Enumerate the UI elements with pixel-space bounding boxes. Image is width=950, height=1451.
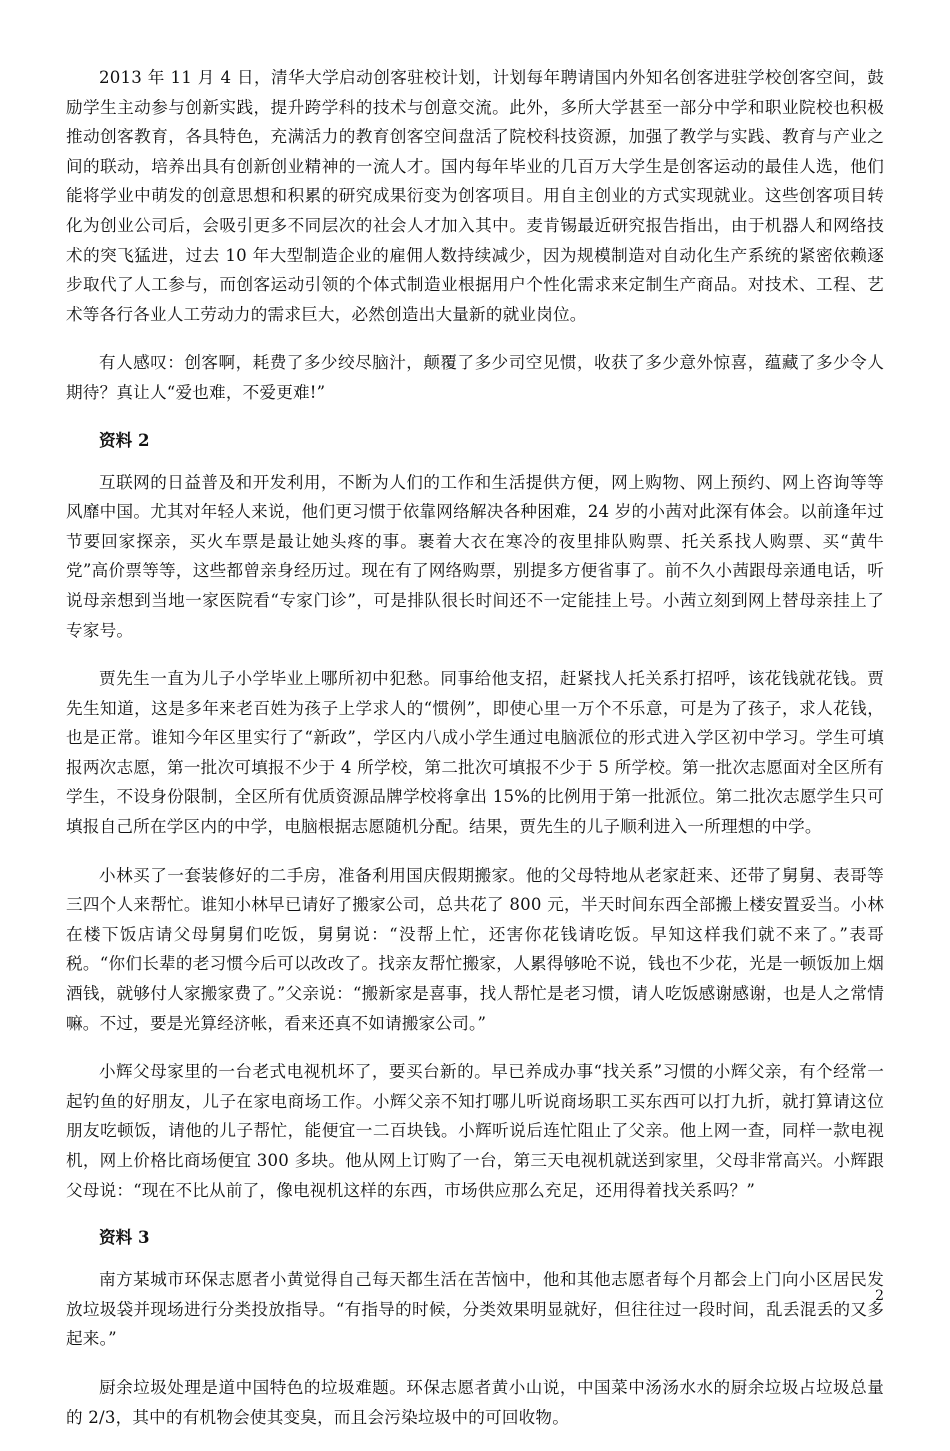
- paragraph-online-ticketing: 互联网的日益普及和开发利用，不断为人们的工作和生活提供方便，网上购物、网上预约、网上咨询等等风靡中国。尤其对年轻人来说，他们更习惯于依靠网络解决各种困难，24 岁的小茜对此深有体会。以前逢年过节要回家探亲，买火车票是最让她头疼的事。裹着大衣在寒冷的夜里排队购票、托关系找人购票、买“黄牛党”高价票等等，这些都曾亲身经历过。现在有了网络购票，别提多方便省事了。前不久小茜跟母亲通电话，听说母亲想到当地一家医院看“专家门诊”，可是排队很长时间还不一定能挂上号。小茜立刻到网上替母亲挂上了专家号。: [66, 472, 884, 640]
- paragraph-moving-company: 小林买了一套装修好的二手房，准备利用国庆假期搬家。他的父母特地从老家赶来、还带了舅舅、表哥等三四个人来帮忙。谁知小林早已请好了搬家公司，总共花了 800 元，半天时间东西全部搬上楼安置妥当。小林在楼下饭店请父母舅舅们吃饭，舅舅说：“没帮上忙，还害你花钱请吃饭。早知这样我们就不来了。”表哥税。“你们长辈的老习惯今后可以改改了。找亲友帮忙搬家，人累得够呛不说，钱也不少花，光是一顿饭加上烟酒钱，就够付人家搬家费了。”父亲说：“搬新家是喜事，找人帮忙是老习惯，请人吃饭感谢感谢，也是人之常情嘛。不过，要是光算经济帐，看来还真不如请搬家公司。”: [66, 865, 884, 1033]
- paragraph-tv-purchase: 小辉父母家里的一台老式电视机坏了，要买台新的。早已养成办事“找关系”习惯的小辉父亲，有个经常一起钓鱼的好朋友，儿子在家电商场工作。小辉父亲不知打哪儿听说商场职工买东西可以打九折，就打算请这位朋友吃顿饭，请他的儿子帮忙，能便宜一二百块钱。小辉听说后连忙阻止了父亲。他上网一查，同样一款电视机，网上价格比商场便宜 300 多块。他从网上订购了一台，第三天电视机就送到家里，父母非常高兴。小辉跟父母说：“现在不比从前了，像电视机这样的东西，市场供应那么充足，还用得着找关系吗？”: [66, 1062, 884, 1200]
- paragraph-kitchen-waste: 厨余垃圾处理是道中国特色的垃圾难题。环保志愿者黄小山说，中国菜中汤汤水水的厨余垃圾占垃圾总量的 2/3，其中的有机物会使其变臭，而且会污染垃圾中的可回收物。: [66, 1377, 884, 1427]
- page-number: 2: [875, 1288, 884, 1304]
- paragraph-garbage-volunteer: 南方某城市环保志愿者小黄觉得自己每天都生活在苦恼中，他和其他志愿者每个月都会上门向小区居民发放垃圾袋并现场进行分类投放指导。“有指导的时候，分类效果明显就好，但往往过一段时间，乱丢混丢的又多起来。”: [66, 1270, 884, 1349]
- paragraph-maker-program: 2013 年 11 月 4 日，清华大学启动创客驻校计划，计划每年聘请国内外知名创客进驻学校创客空间，鼓励学生主动参与创新实践，提升跨学科的技术与创意交流。此外，多所大学甚至一部分中学和职业院校也积极推动创客教育，各具特色，充满活力的教育创客空间盘活了院校科技资源，加强了教学与实践、教育与产业之间的联动，培养出具有创新创业精神的一流人才。国内每年毕业的几百万大学生是创客运动的最佳人选，他们能将学业中萌发的创意思想和积累的研究成果衍变为创客项目。用自主创业的方式实现就业。这些创客项目转化为创业公司后，会吸引更多不同层次的社会人才加入其中。麦肯锡最近研究报告指出，由于机器人和网络技术的突飞猛进，过去 10 年大型制造企业的雇佣人数持续减少，因为规模制造对自动化生产系统的紧密依赖逐步取代了人工参与，而创客运动引领的个体式制造业根据用户个性化需求来定制生产商品。对技术、工程、艺术等各行各业人工劳动力的需求巨大，必然创造出大量新的就业岗位。: [66, 68, 884, 324]
- document-body: [66, 63, 884, 1451]
- paragraph-maker-sigh: 有人感叹：创客啊，耗费了多少绞尽脑汁，颠覆了多少司空见惯，收获了多少意外惊喜，蕴藏了多少令人期待？真让人“爱也难，不爱更难!”: [66, 353, 884, 402]
- section-heading-material-2: 资料 2: [99, 429, 150, 450]
- section-heading-material-3: 资料 3: [99, 1227, 150, 1248]
- paragraph-school-allocation: 贾先生一直为儿子小学毕业上哪所初中犯愁。同事给他支招，赶紧找人托关系打招呼，该花钱就花钱。贾先生知道，这是多年来老百姓为孩子上学求人的“惯例”，即使心里一万个不乐意，可是为了孩子，求人花钱，也是正常。谁知今年区里实行了“新政”，学区内八成小学生通过电脑派位的形式进入学区初中学习。学生可填报两次志愿，第一批次可填报不少于 4 所学校，第二批次可填报不少于 5 所学校。第一批次志愿面对全区所有学生，不设身份限制，全区所有优质资源品牌学校将拿出 15%的比例用于第一批派位。第二批次志愿学生只可填报自己所在学区内的中学，电脑根据志愿随机分配。结果，贾先生的儿子顺利进入一所理想的中学。: [66, 669, 884, 837]
